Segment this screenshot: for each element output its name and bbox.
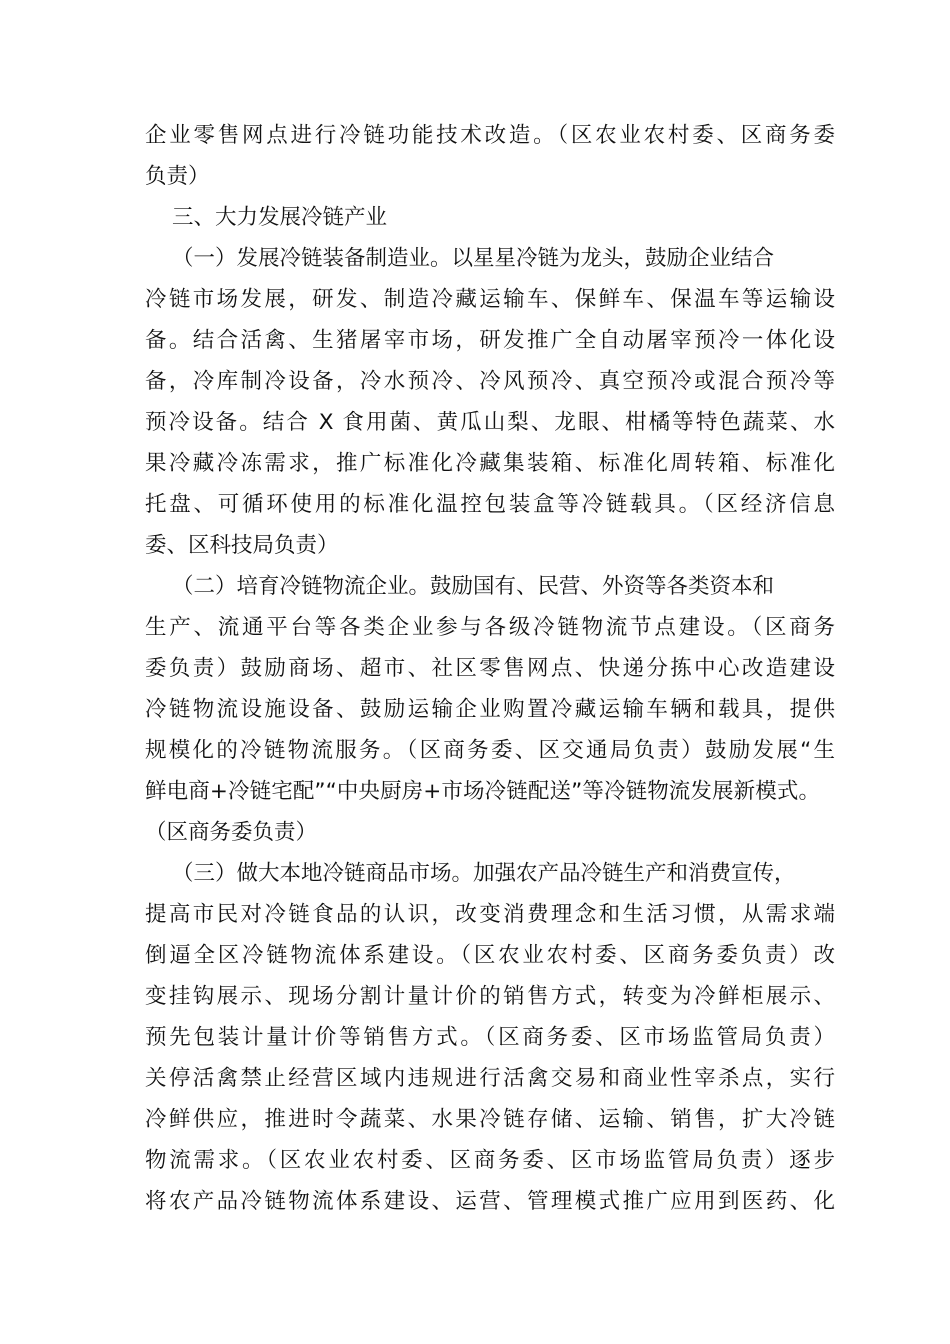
text-line-24: 关停活禽禁止经营区域内违规进行活禽交易和商业性宰杀点，实行 [145,1066,835,1091]
text-line-19: （三）做大本地冷链商品市场。加强农产品冷链生产和消费宣传， [172,861,796,886]
text-line-20: 提高市民对冷链食品的认识，改变消费理念和生活习惯，从需求端 [145,902,835,927]
text-line-11: 委、区科技局负责） [145,533,339,558]
text-line-22: 变挂钩展示、现场分割计量计价的销售方式，转变为冷鲜柜展示、 [145,984,835,1009]
text-line-27: 将农产品冷链物流体系建设、运营、管理模式推广应用到医药、化 [145,1189,835,1214]
text-line-10: 托盘、可循环使用的标准化温控包装盒等冷链载具。（区经济信息 [145,492,835,517]
text-line-9: 果冷藏冷冻需求，推广标准化冷藏集装箱、标准化周转箱、标准化 [145,451,835,476]
section-heading: 三、大力发展冷链产业 [172,205,388,230]
text-line-26: 物流需求。（区农业农村委、区商务委、区市场监管局负责）逐步 [145,1148,835,1173]
text-line-25: 冷鲜供应，推进时令蔬菜、水果冷链存储、运输、销售，扩大冷链 [145,1107,835,1132]
text-line-16: 规模化的冷链物流服务。（区商务委、区交通局负责）鼓励发展“生 [145,738,835,763]
text-line-2: 负责） [145,164,210,189]
text-line-7: 备，冷库制冷设备，冷水预冷、冷风预冷、真空预冷或混合预冷等 [145,369,835,394]
text-line-6: 备。结合活禽、生猪屠宰市场，研发推广全自动屠宰预冷一体化设 [145,328,835,353]
text-line-14: 委负责）鼓励商场、超市、社区零售网点、快递分拣中心改造建设 [145,656,835,681]
text-line-17: 鲜电商+冷链宅配”“中央厨房+市场冷链配送”等冷链物流发展新模式。 [145,779,820,804]
text-line-23: 预先包装计量计价等销售方式。（区商务委、区市场监管局负责） [145,1025,835,1050]
text-line-13: 生产、流通平台等各类企业参与各级冷链物流节点建设。（区商务 [145,615,835,640]
text-line-4: （一）发展冷链装备制造业。以星星冷链为龙头，鼓励企业结合 [172,246,775,271]
text-line-12: （二）培育冷链物流企业。鼓励国有、民营、外资等各类资本和 [172,574,775,599]
text-line-1: 企业零售网点进行冷链功能技术改造。（区农业农村委、区商务委 [145,123,835,148]
text-line-21: 倒逼全区冷链物流体系建设。（区农业农村委、区商务委负责）改 [145,943,835,968]
text-line-18: （区商务委负责） [145,820,318,845]
text-line-15: 冷链物流设施设备、鼓励运输企业购置冷藏运输车辆和载具，提供 [145,697,835,722]
text-line-5: 冷链市场发展，研发、制造冷藏运输车、保鲜车、保温车等运输设 [145,287,835,312]
text-line-8: 预冷设备。结合 X 食用菌、黄瓜山梨、龙眼、柑橘等特色蔬菜、水 [145,410,835,435]
